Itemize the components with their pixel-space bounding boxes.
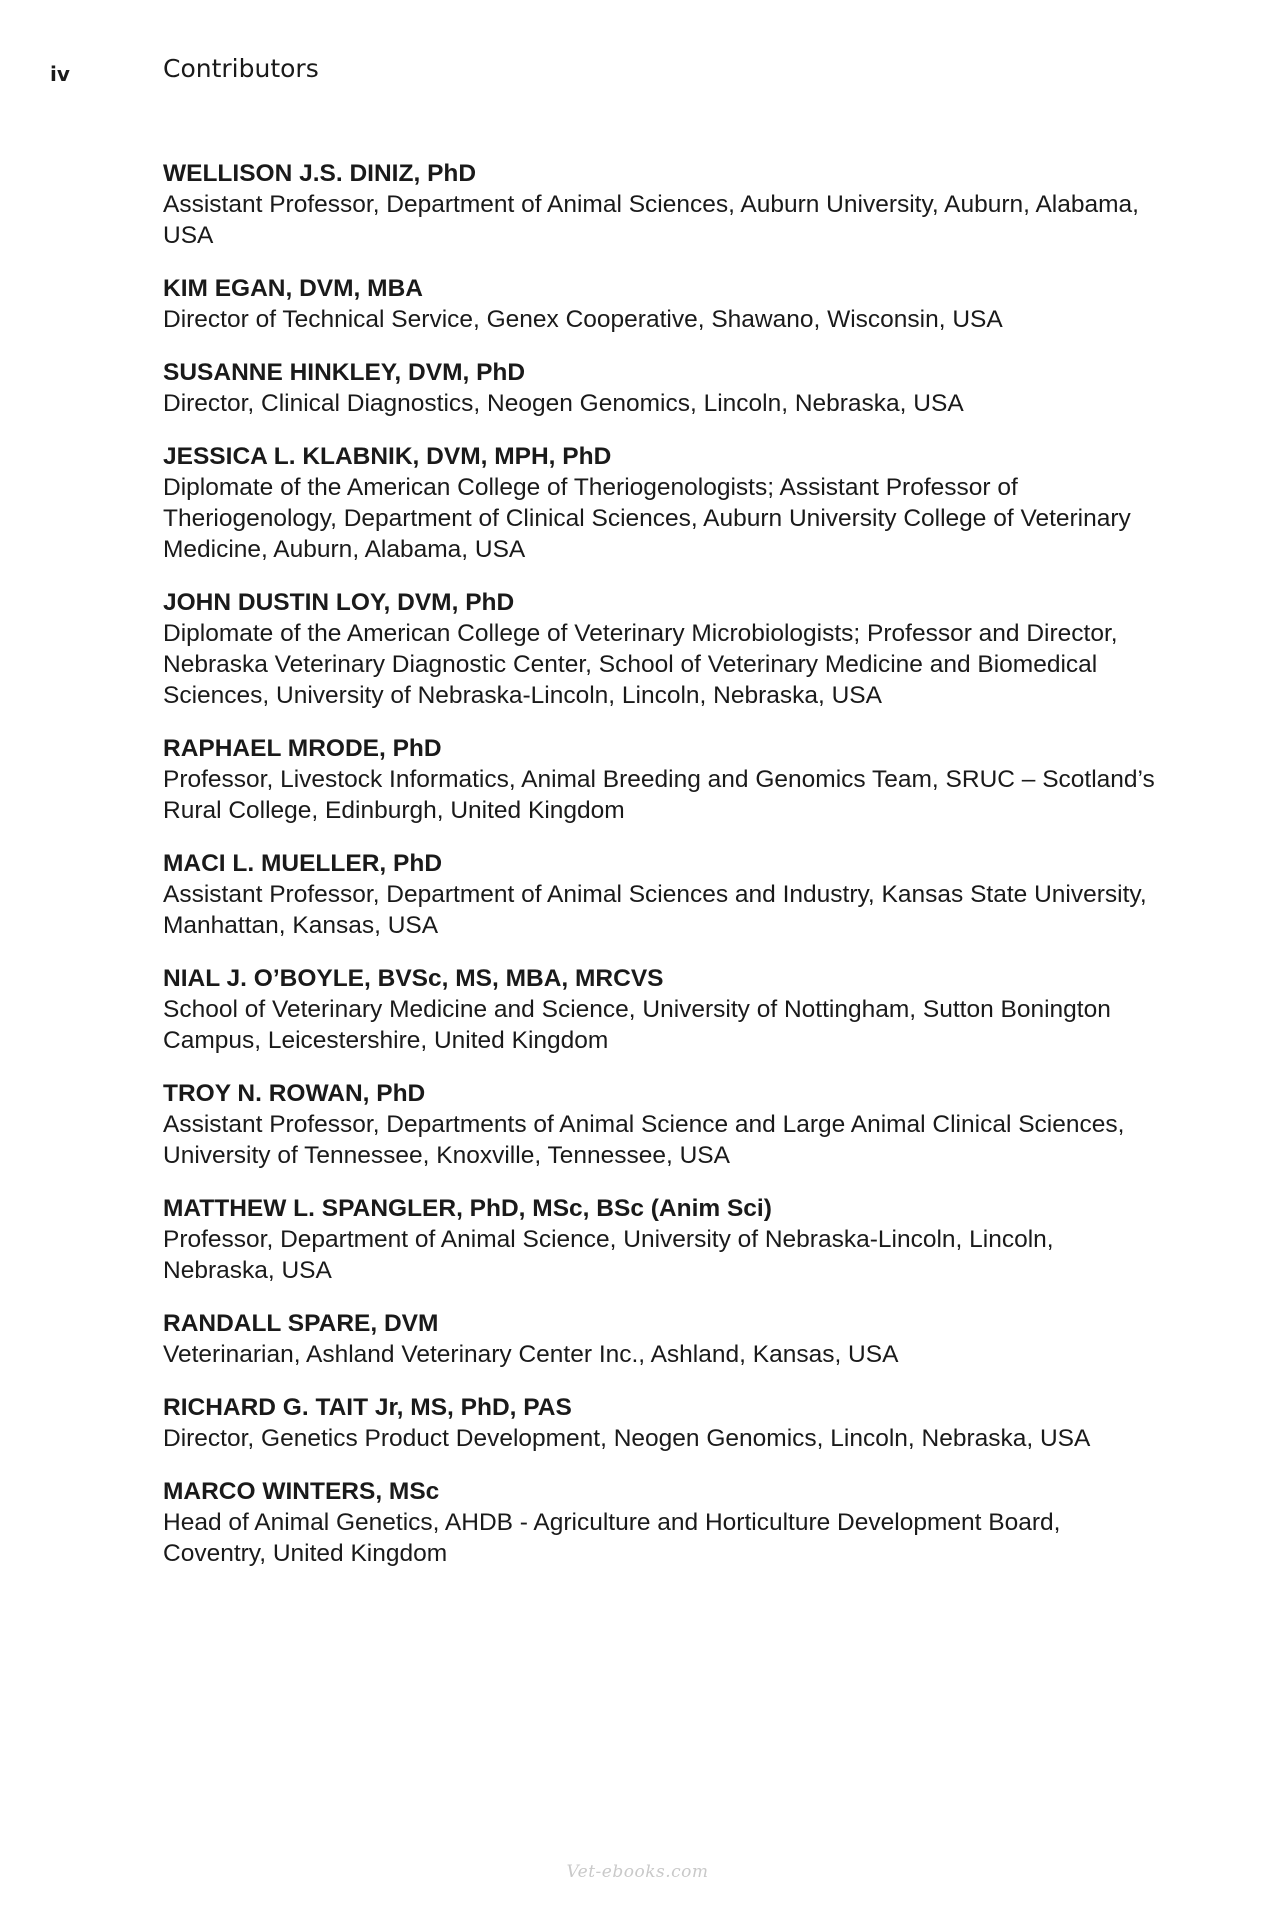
- contributor-affiliation: Director, Clinical Diagnostics, Neogen Genomics, Lincoln, Nebraska, USA: [163, 390, 964, 417]
- contributor-entry: [163, 1078, 1163, 1171]
- contributor-entry: [163, 158, 1163, 251]
- contributor-name: SUSANNE HINKLEY, DVM, PhD: [163, 359, 526, 386]
- contributor-name: JESSICA L. KLABNIK, DVM, MPH, PhD: [163, 443, 612, 470]
- contributor-name: MARCO WINTERS, MSc: [163, 1478, 440, 1505]
- contributor-name: JOHN DUSTIN LOY, DVM, PhD: [163, 589, 515, 616]
- contributor-entry: [163, 1193, 1163, 1286]
- contributor-name: RANDALL SPARE, DVM: [163, 1310, 439, 1337]
- contributor-name: TROY N. ROWAN, PhD: [163, 1080, 426, 1107]
- contributor-affiliation: Diplomate of the American College of Theriogenologists; Assistant Professor of Theriogenology, Department of Clinical Sciences, Auburn University College of Veterinary Medicine, Auburn, Alabama, USA: [163, 474, 1131, 563]
- watermark-logo: Vet-ebooks.com: [566, 1862, 709, 1882]
- contributor-affiliation: Professor, Livestock Informatics, Animal Breeding and Genomics Team, SRUC – Scotland’s Rural College, Edinburgh, United Kingdom: [163, 766, 1155, 824]
- contributor-name: KIM EGAN, DVM, MBA: [163, 275, 423, 302]
- contributor-name: NIAL J. O’BOYLE, BVSc, MS, MBA, MRCVS: [163, 965, 664, 992]
- contributor-entry: [163, 848, 1163, 941]
- contributor-list: [163, 158, 1163, 1591]
- contributor-affiliation: Veterinarian, Ashland Veterinary Center Inc., Ashland, Kansas, USA: [163, 1341, 899, 1368]
- contributor-name: WELLISON J.S. DINIZ, PhD: [163, 160, 477, 187]
- contributor-entry: [163, 273, 1163, 335]
- page-number: iv: [50, 62, 70, 86]
- contributor-entry: [163, 1308, 1163, 1370]
- contributor-affiliation: Director, Genetics Product Development, Neogen Genomics, Lincoln, Nebraska, USA: [163, 1425, 1091, 1452]
- running-head: Contributors: [163, 54, 319, 83]
- contributor-affiliation: Assistant Professor, Department of Animal Sciences, Auburn University, Auburn, Alabama, USA: [163, 191, 1139, 249]
- contributor-affiliation: Assistant Professor, Department of Animal Sciences and Industry, Kansas State University, Manhattan, Kansas, USA: [163, 881, 1147, 939]
- contributor-entry: [163, 1476, 1163, 1569]
- contributor-entry: [163, 587, 1163, 711]
- contributor-affiliation: Director of Technical Service, Genex Cooperative, Shawano, Wisconsin, USA: [163, 306, 1003, 333]
- contributor-affiliation: School of Veterinary Medicine and Science, University of Nottingham, Sutton Bonington Campus, Leicestershire, United Kingdom: [163, 996, 1111, 1054]
- contributor-affiliation: Professor, Department of Animal Science, University of Nebraska-Lincoln, Lincoln, Nebraska, USA: [163, 1226, 1054, 1284]
- contributor-entry: [163, 357, 1163, 419]
- contributor-affiliation: Head of Animal Genetics, AHDB - Agriculture and Horticulture Development Board, Coventry, United Kingdom: [163, 1509, 1061, 1567]
- contributor-entry: [163, 733, 1163, 826]
- footer-watermark: [0, 1862, 1275, 1882]
- contributor-entry: [163, 441, 1163, 565]
- contributor-name: MATTHEW L. SPANGLER, PhD, MSc, BSc (Anim Sci): [163, 1195, 772, 1222]
- contributor-name: RAPHAEL MRODE, PhD: [163, 735, 442, 762]
- contributor-name: RICHARD G. TAIT Jr, MS, PhD, PAS: [163, 1394, 572, 1421]
- contributor-entry: [163, 1392, 1163, 1454]
- page-header: [0, 50, 1275, 90]
- contributor-affiliation: Diplomate of the American College of Veterinary Microbiologists; Professor and Director, Nebraska Veterinary Diagnostic Center, School of Veterinary Medicine and Biomedical Sciences, University of Nebraska-Lincoln, Lincoln, Nebraska, USA: [163, 620, 1118, 709]
- contributor-entry: [163, 963, 1163, 1056]
- contributor-affiliation: Assistant Professor, Departments of Animal Science and Large Animal Clinical Sciences, University of Tennessee, Knoxville, Tennessee, USA: [163, 1111, 1125, 1169]
- contributor-name: MACI L. MUELLER, PhD: [163, 850, 443, 877]
